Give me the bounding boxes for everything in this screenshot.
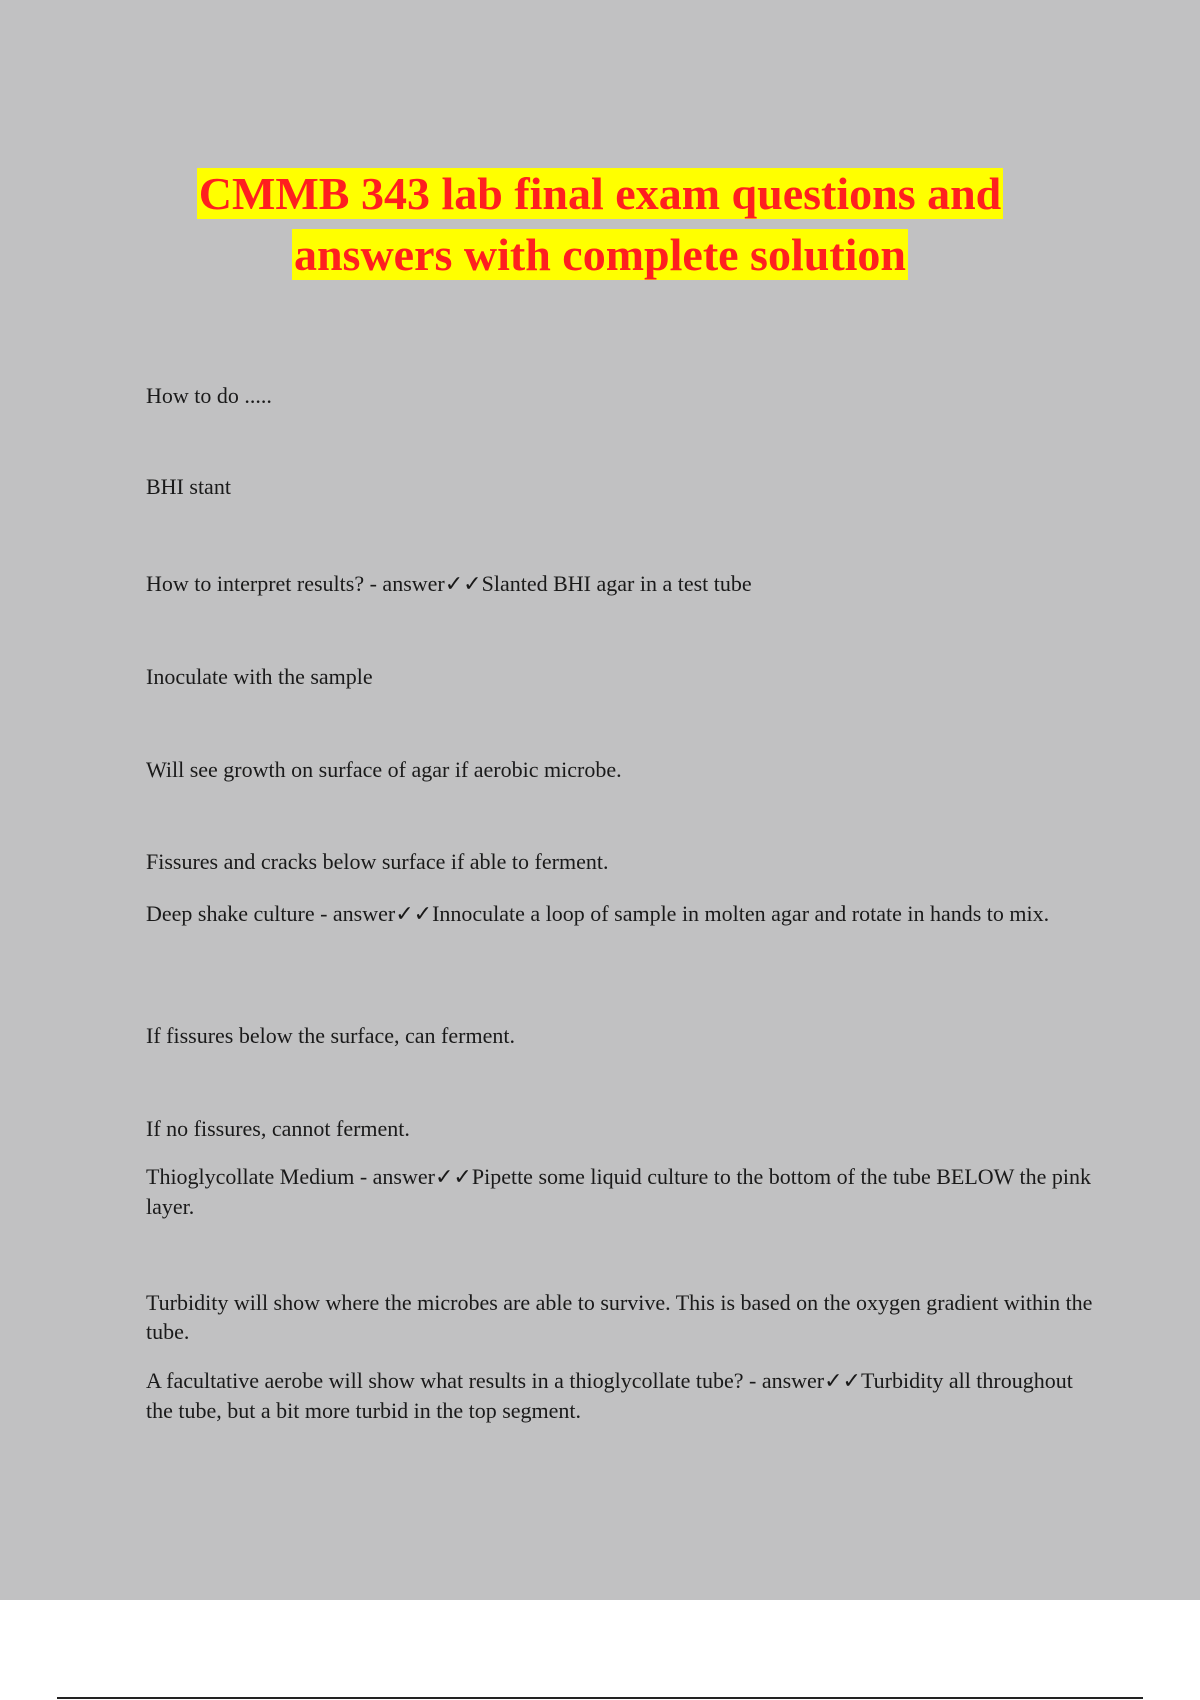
- title-line-2: answers with complete solution: [293, 229, 907, 280]
- paragraph-how-to-do: How to do .....: [146, 383, 272, 408]
- paragraph-thioglycollate-medium: Thioglycollate Medium - answer✓✓Pipette some liquid culture to the bottom of the tube BELOW the pink layer.: [146, 1164, 1092, 1219]
- paragraph-deep-shake-culture: Deep shake culture - answer✓✓Innoculate a loop of sample in molten agar and rotate in hands to mix.: [146, 901, 1050, 926]
- paragraph-bhi-stant: BHI stant: [146, 474, 231, 499]
- paragraph-cannot-ferment: If no fissures, cannot ferment.: [146, 1116, 410, 1141]
- footer-divider: [57, 1697, 1143, 1699]
- document-title: [0, 163, 1200, 285]
- paragraph-surface-growth: Will see growth on surface of agar if aerobic microbe.: [146, 757, 622, 782]
- paragraph-can-ferment: If fissures below the surface, can ferment.: [146, 1023, 515, 1048]
- paragraph-inoculate: Inoculate with the sample: [146, 664, 373, 689]
- paragraph-interpret-results: How to interpret results? - answer✓✓Slanted BHI agar in a test tube: [146, 571, 752, 596]
- paragraph-fissures-cracks: Fissures and cracks below surface if able to ferment.: [146, 849, 609, 874]
- paragraph-turbidity: Turbidity will show where the microbes are able to survive. This is based on the oxygen gradient within the tube.: [146, 1290, 1093, 1344]
- paragraph-facultative-aerobe: A facultative aerobe will show what results in a thioglycollate tube? - answer✓✓Turbidity all throughout the tube, but a bit more turbid in the top segment.: [146, 1368, 1073, 1423]
- title-line-1: CMMB 343 lab final exam questions and: [198, 168, 1002, 219]
